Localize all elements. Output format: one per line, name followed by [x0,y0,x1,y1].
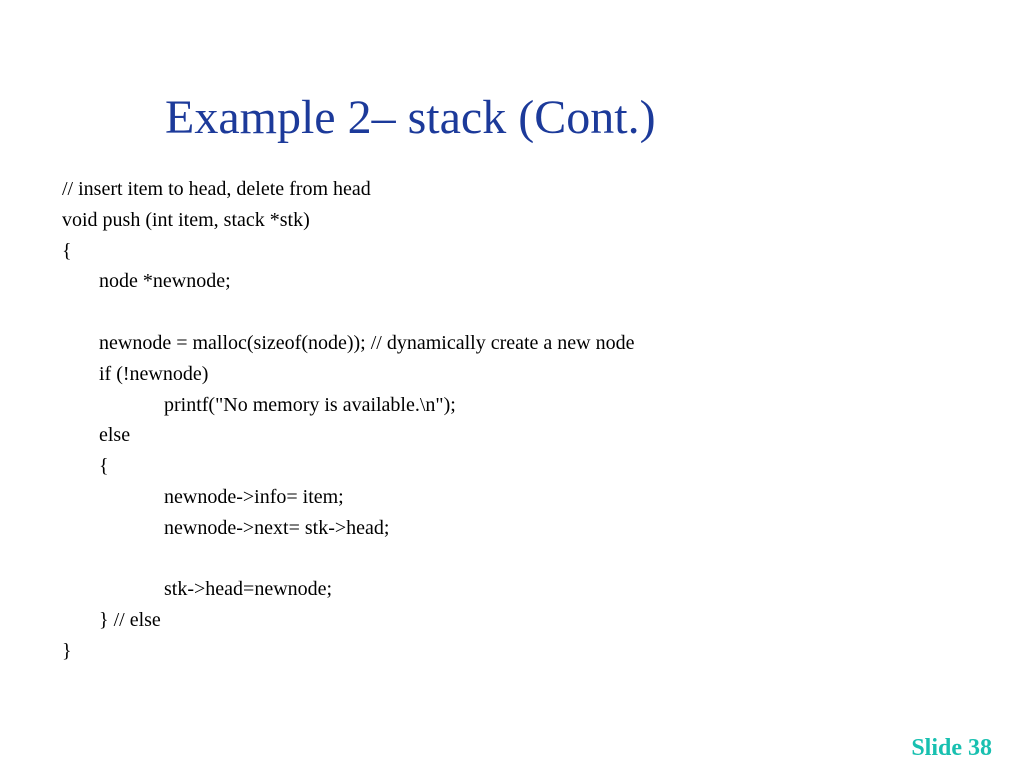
code-blank-line [62,544,635,575]
code-line: } [62,639,72,662]
code-line: if (!newnode) [99,362,209,385]
code-line: { [62,239,72,262]
code-line: // insert item to head, delete from head [62,178,371,200]
code-line: stk->head=newnode; [164,578,333,601]
code-line: newnode = malloc(sizeof(node)); // dynamically create a new node [99,331,635,354]
code-blank-line [62,297,635,328]
code-block [62,174,635,667]
code-line: printf("No memory is available.\n"); [164,393,456,416]
code-line: else [99,424,131,447]
slide-number: Slide 38 [911,735,992,761]
code-line: newnode->next= stk->head; [164,516,390,539]
code-line: void push (int item, stack *stk) [62,208,310,231]
code-line: newnode->info= item; [164,485,344,508]
slide-title: Example 2– stack (Cont.) [165,91,656,144]
code-line: node *newnode; [99,270,231,293]
code-line: } // else [99,609,161,632]
code-line: { [99,455,109,478]
